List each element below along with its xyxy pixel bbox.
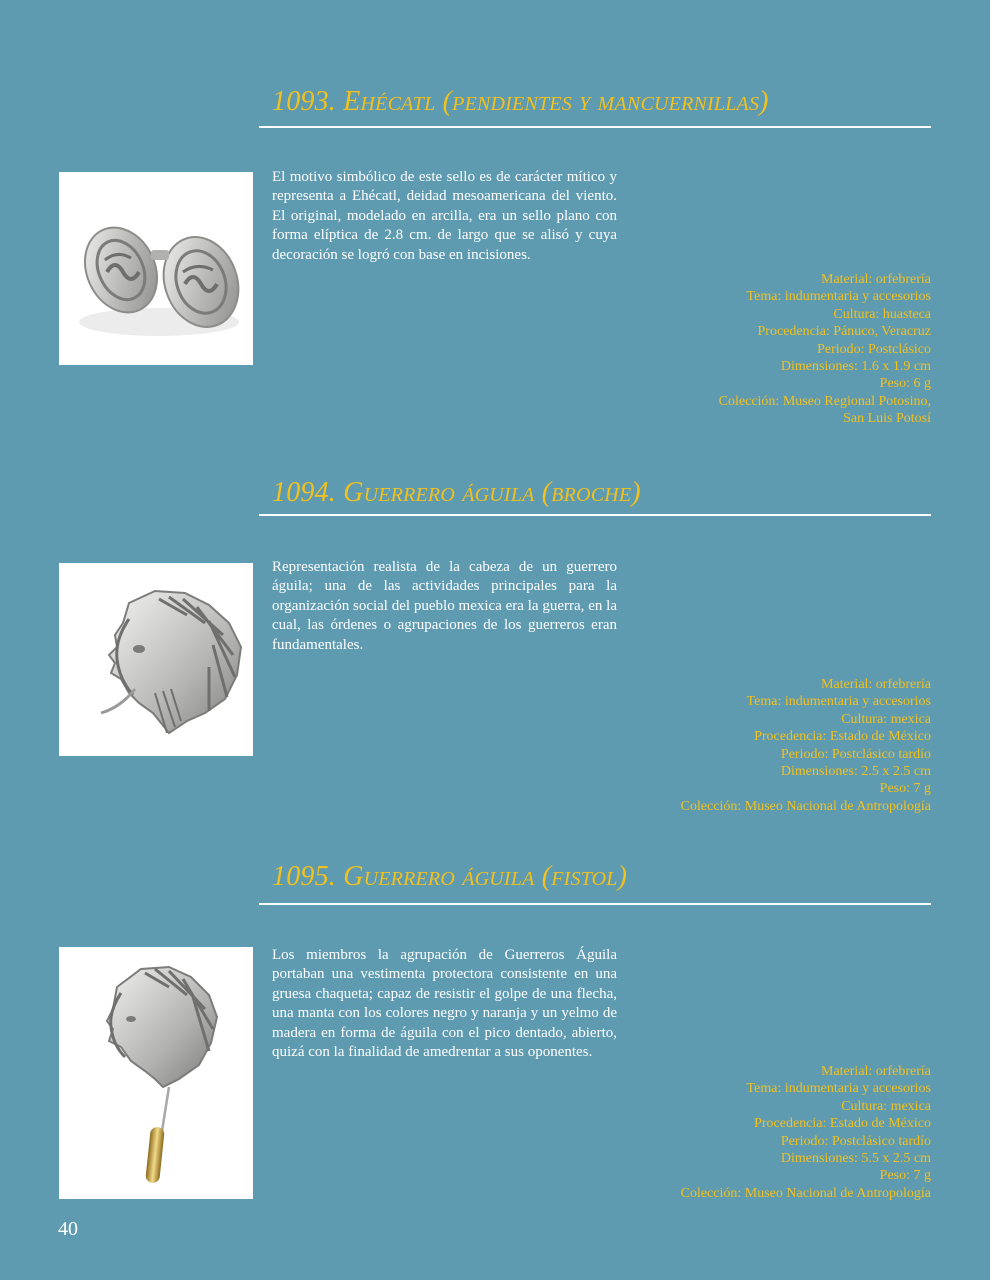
meta-dimensiones: Dimensiones: 1.6 x 1.9 cm [780, 359, 931, 375]
meta-coleccion: Colección: Museo Nacional de Antropología [680, 798, 931, 814]
meta-procedencia: Procedencia: Estado de México [754, 1116, 931, 1132]
meta-periodo: Periodo: Postclásico [817, 341, 931, 357]
meta-material: Material: orfebrería [821, 272, 931, 287]
meta-procedencia: Procedencia: Estado de México [754, 729, 931, 745]
entry-number: 1095. [272, 861, 336, 892]
meta-peso: Peso: 7 g [879, 1168, 931, 1184]
meta-peso: Peso: 7 g [879, 781, 931, 797]
entry-title-1095 [272, 861, 627, 893]
meta-coleccion-cont: San Luis Potosí [843, 411, 931, 427]
brooch-photo [59, 563, 253, 756]
cufflinks-image [59, 172, 253, 365]
title-divider [259, 126, 931, 128]
meta-dimensiones: Dimensiones: 2.5 x 2.5 cm [780, 764, 931, 780]
cufflinks-photo [59, 172, 253, 365]
entry-number: 1093. [272, 86, 336, 117]
metadata-list [719, 271, 931, 428]
meta-cultura: Cultura: mexica [841, 1098, 931, 1114]
entry-description: Los miembros la agrupación de Guerreros Águila portaban una vestimenta protectora consistente en una gruesa chaqueta; capaz de resistir el golpe de una flecha, una manta con los colores negro y naranja y un yelmo de madera en forma de águila con el pico dentado, abierto, quizá con la finalidad de amedrentar a sus oponentes. [272, 947, 617, 1061]
meta-periodo: Periodo: Postclásico tardío [780, 746, 931, 762]
meta-coleccion: Colección: Museo Nacional de Antropología [680, 1185, 931, 1201]
meta-procedencia: Procedencia: Pánuco, Veracruz [757, 324, 931, 340]
meta-tema: Tema: indumentaria y accesorios [746, 694, 931, 710]
entry-title-1093 [272, 86, 769, 118]
meta-dimensiones: Dimensiones: 5.5 x 2.5 cm [780, 1151, 931, 1167]
eagle-warrior-tie-pin-image [59, 947, 253, 1199]
metadata-list [681, 1063, 931, 1202]
meta-material: Material: orfebrería [821, 677, 931, 692]
meta-peso: Peso: 6 g [879, 376, 931, 392]
page-number: 40 [58, 1218, 78, 1240]
entry-number: 1094. [272, 477, 336, 508]
entry-name: Guerrero águila (fistol) [343, 861, 628, 892]
title-divider [259, 514, 931, 516]
entry-description: Representación realista de la cabeza de un guerrero águila; una de las actividades principales para la organización social del pueblo mexica era la guerra, en la cual, las órdenes o agrupaciones de los guerreros eran fundamentales. [272, 559, 617, 653]
eagle-warrior-brooch-image [59, 563, 253, 756]
meta-periodo: Periodo: Postclásico tardío [780, 1133, 931, 1149]
meta-cultura: Cultura: mexica [841, 711, 931, 727]
entry-name: Ehécatl (pendientes y mancuernillas) [343, 86, 769, 117]
title-divider [259, 903, 931, 905]
entry-description: El motivo simbólico de este sello es de carácter mítico y representa a Ehécatl, deidad mesoamericana del viento. El original, modelado en arcilla, era un sello plano con forma elíptica de 2.8 cm. de largo que se alisó y cuya decoración se logró con base en incisiones. [272, 169, 617, 263]
tie-pin-photo [59, 947, 253, 1199]
meta-tema: Tema: indumentaria y accesorios [746, 289, 931, 305]
meta-material: Material: orfebrería [821, 1064, 931, 1079]
meta-cultura: Cultura: huasteca [833, 306, 931, 322]
entry-name: Guerrero águila (broche) [343, 477, 641, 508]
metadata-list [681, 676, 931, 815]
entry-title-1094 [272, 477, 641, 509]
meta-coleccion: Colección: Museo Regional Potosino, [718, 393, 931, 409]
meta-tema: Tema: indumentaria y accesorios [746, 1081, 931, 1097]
